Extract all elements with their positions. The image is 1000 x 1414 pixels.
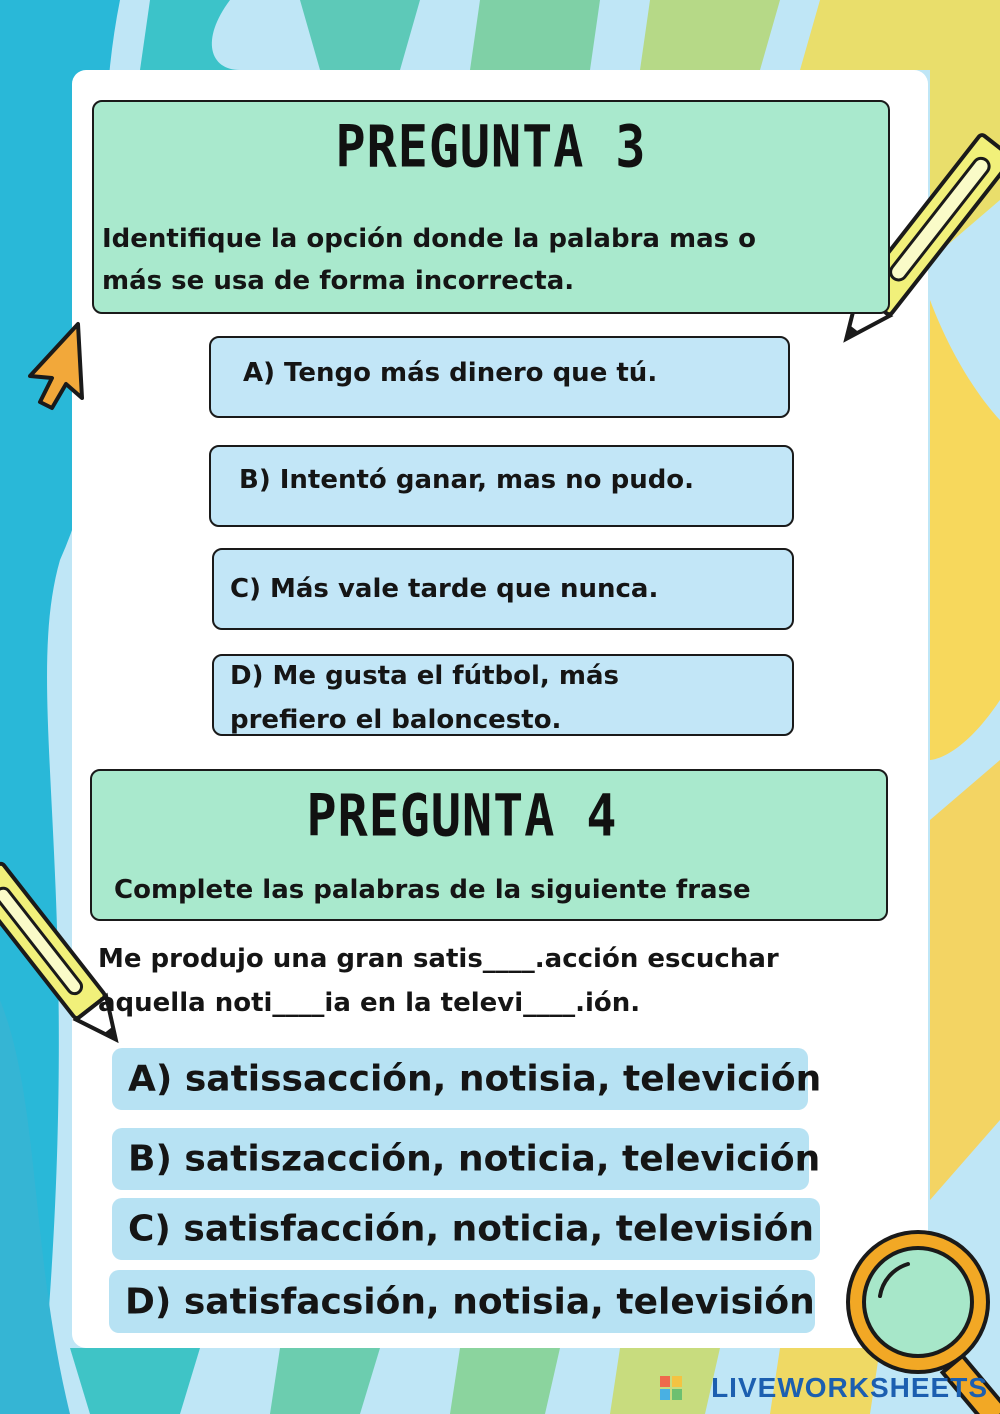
liveworksheets-logo-icon xyxy=(660,1376,682,1400)
option-label-line: prefiero el baloncesto. xyxy=(230,705,562,735)
question-4-title: PREGUNTA 4 xyxy=(306,782,618,850)
option-label: C) Más vale tarde que nunca. xyxy=(230,574,659,604)
question-4-option-c[interactable] xyxy=(112,1198,820,1260)
cursor-arrow-icon xyxy=(22,320,88,415)
option-label: B) satiszacción, noticia, televición xyxy=(128,1138,821,1180)
instruction-line: más se usa de forma incorrecta. xyxy=(102,266,575,296)
question-3-option-c[interactable] xyxy=(212,548,794,630)
option-label xyxy=(230,654,619,742)
question-4-option-b[interactable] xyxy=(112,1128,821,1190)
question-3-instruction xyxy=(102,218,756,302)
instruction-line: Identifique la opción donde la palabra mas o xyxy=(102,224,757,254)
sentence-line: aquella noti____ia en la televi____.ión. xyxy=(98,988,641,1018)
question-4-option-a[interactable] xyxy=(112,1048,822,1110)
option-label: A) satissacción, notisia, televición xyxy=(128,1058,822,1100)
option-label: D) satisfacsión, notisia, televisión xyxy=(125,1281,815,1322)
liveworksheets-brand[interactable]: LIVEWORKSHEETS xyxy=(711,1372,988,1403)
question-4-header xyxy=(90,769,888,921)
question-4-option-d[interactable] xyxy=(109,1270,815,1333)
sentence-line: Me produjo una gran satis____.acción escuchar xyxy=(98,944,779,974)
question-4-instruction: Complete las palabras de la siguiente frase xyxy=(114,875,751,905)
question-3-header xyxy=(92,100,890,314)
question-3-option-d[interactable] xyxy=(212,654,794,736)
option-label: B) Intentó ganar, mas no pudo. xyxy=(239,465,695,495)
option-label: A) Tengo más dinero que tú. xyxy=(243,358,658,388)
option-label-line: D) Me gusta el fútbol, más xyxy=(230,661,619,691)
question-4-sentence xyxy=(98,937,888,1025)
option-label: C) satisfacción, noticia, televisión xyxy=(128,1208,815,1250)
question-3-title: PREGUNTA 3 xyxy=(335,113,647,181)
question-3-option-a[interactable] xyxy=(209,336,790,418)
question-3-option-b[interactable] xyxy=(209,445,794,527)
